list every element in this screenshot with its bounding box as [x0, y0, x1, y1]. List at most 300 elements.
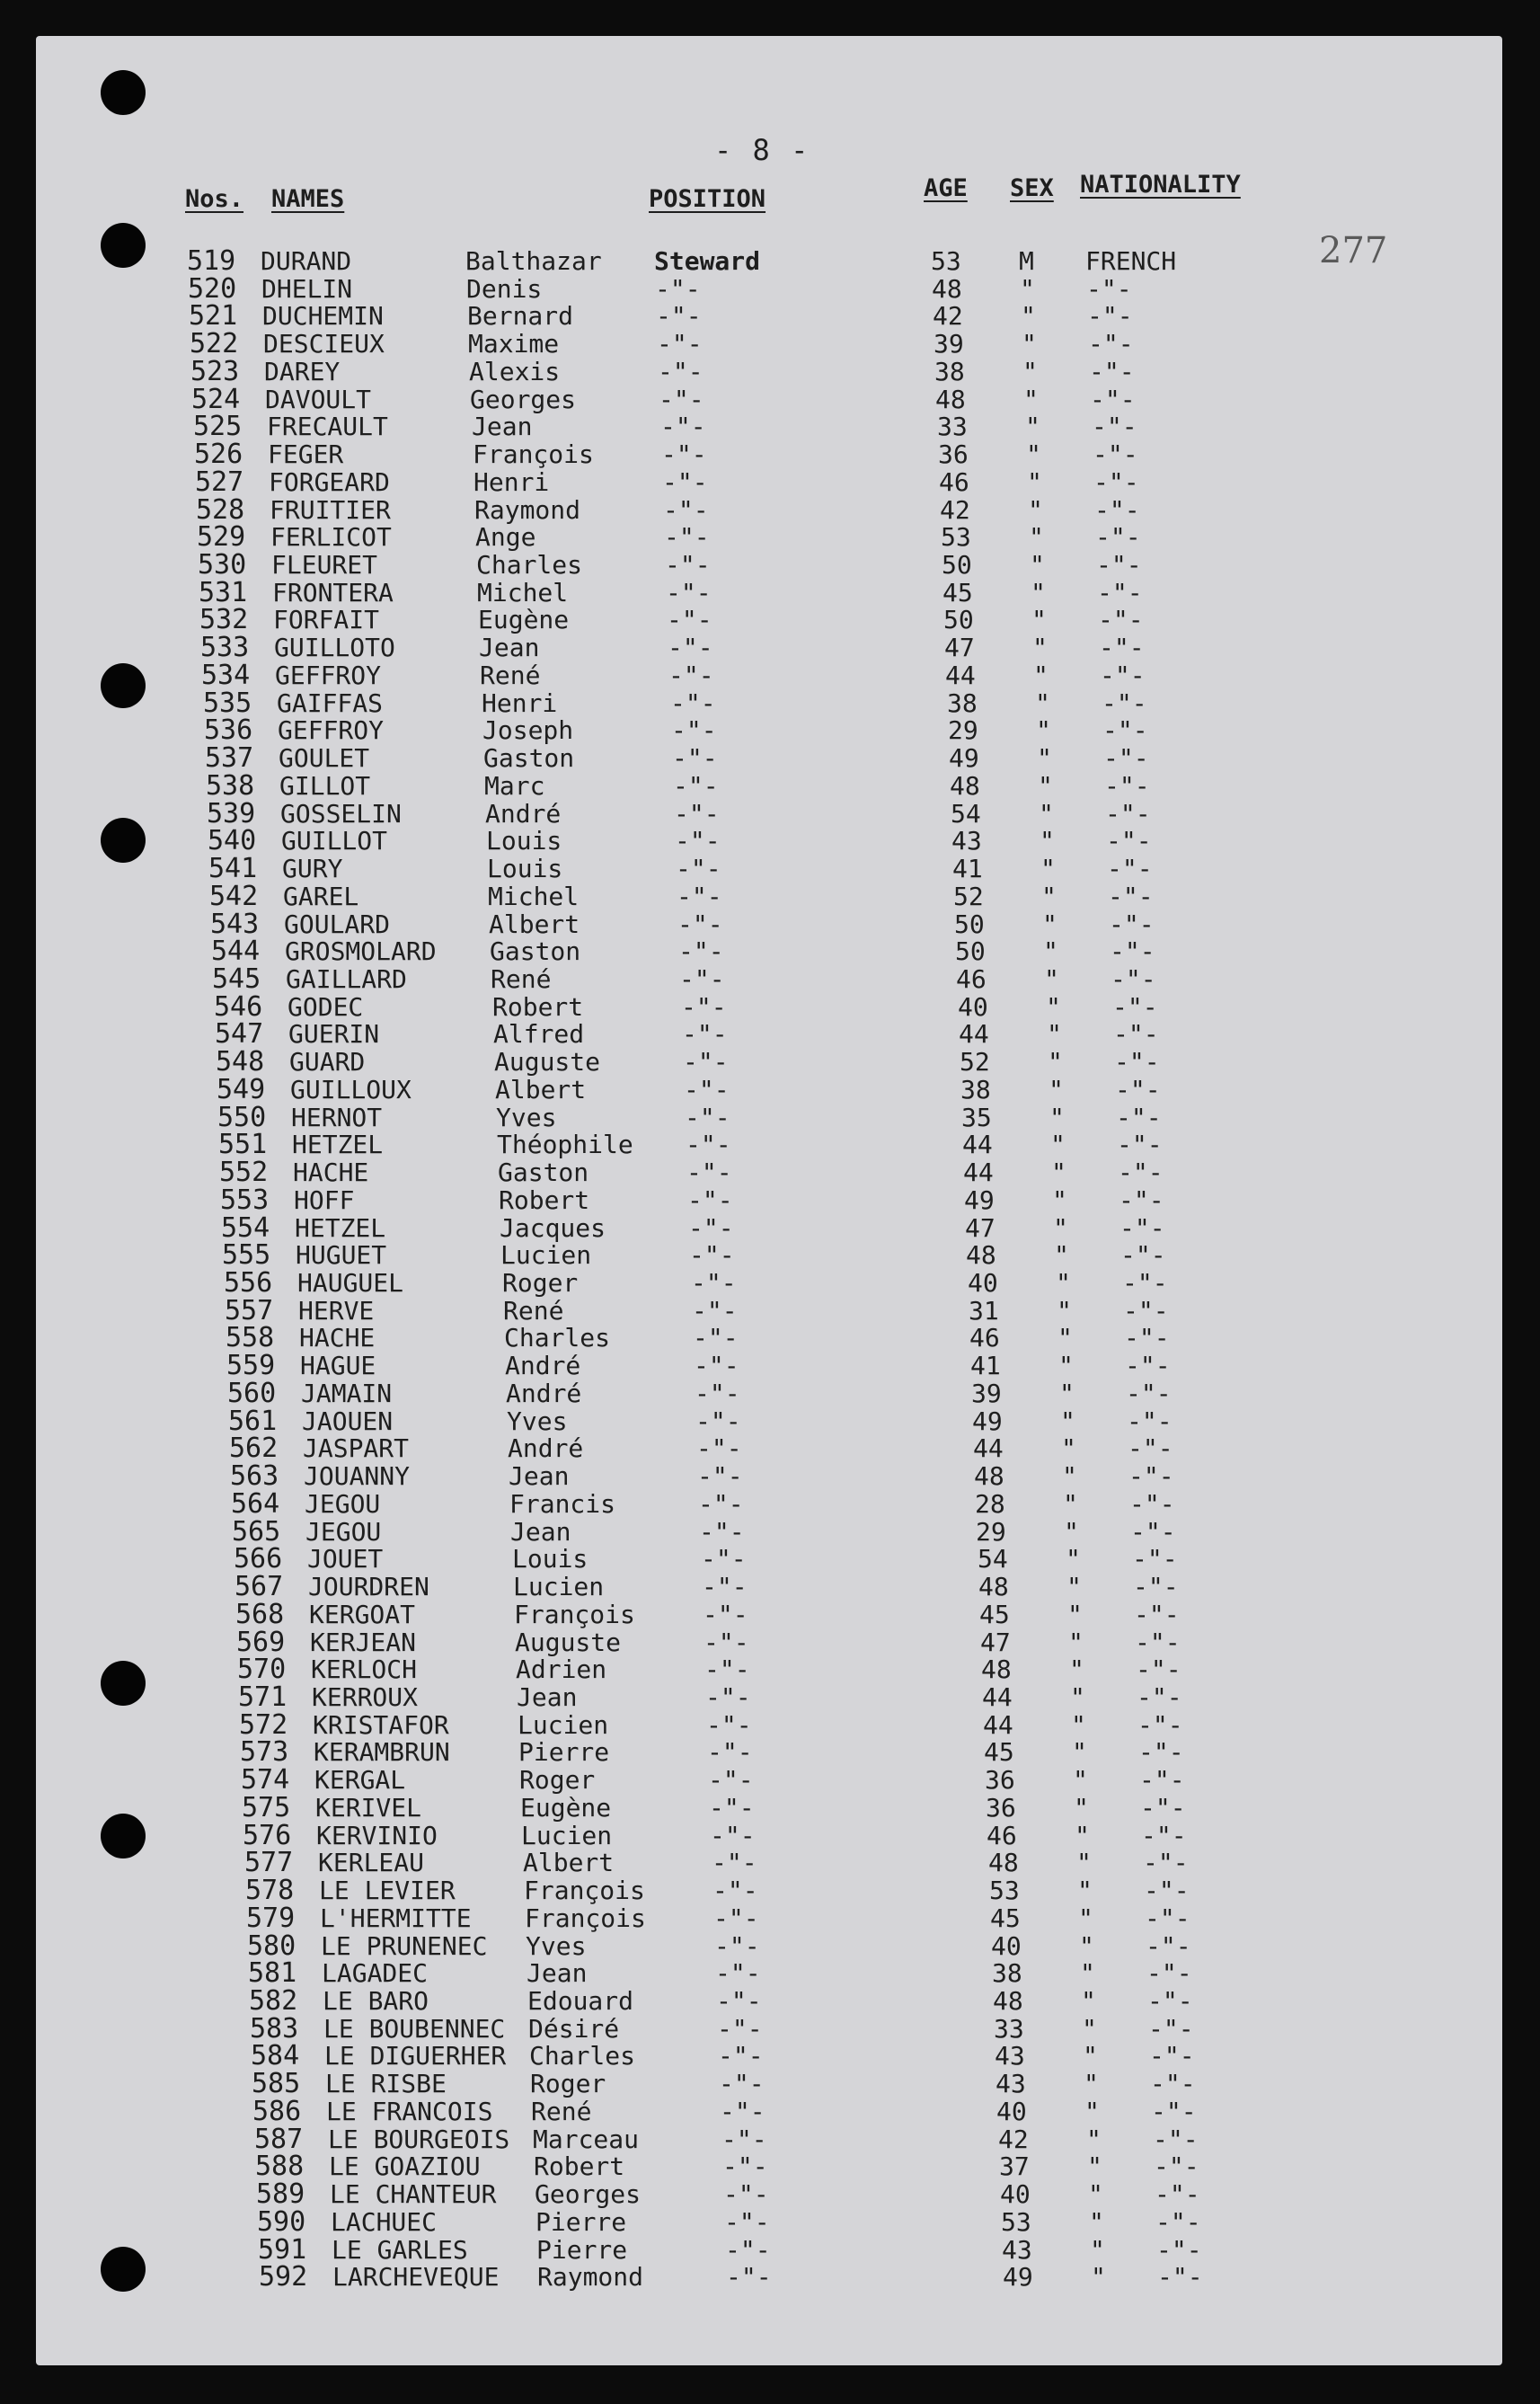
given-name: Denis: [466, 274, 543, 304]
row-number: 521: [189, 300, 238, 332]
sex: ": [1036, 715, 1051, 745]
given-name: Louis: [512, 1544, 589, 1574]
punch-hole: [101, 223, 146, 268]
age: 53: [1001, 2207, 1031, 2237]
surname: GUILLOTO: [274, 633, 395, 662]
surname: LE BOURGEOIS: [328, 2125, 510, 2154]
surname: FORGEARD: [269, 467, 390, 497]
surname: KERROUX: [312, 1682, 419, 1712]
position: -"-: [723, 2179, 769, 2209]
given-name: Francis: [509, 1489, 616, 1519]
sex: ": [1047, 1019, 1062, 1049]
given-name: Albert: [495, 1075, 587, 1104]
row-number: 562: [229, 1433, 279, 1464]
sex: ": [1071, 1710, 1086, 1740]
position: Steward: [654, 246, 761, 276]
surname: HETZEL: [295, 1213, 386, 1243]
nationality: -"-: [1146, 1931, 1191, 1961]
given-name: Robert: [534, 2151, 625, 2181]
age: 48: [935, 385, 966, 414]
surname: LE BOUBENNEC: [323, 2014, 506, 2044]
age: 49: [949, 743, 979, 773]
row-number: 531: [199, 577, 248, 608]
sex: ": [1044, 964, 1059, 994]
age: 48: [988, 1848, 1019, 1877]
age: 45: [979, 1600, 1010, 1629]
nationality: -"-: [1155, 2179, 1200, 2209]
position: -"-: [679, 964, 725, 994]
sex: ": [1080, 1958, 1095, 1988]
row-number: 578: [245, 1875, 295, 1906]
surname: LAGADEC: [322, 1958, 429, 1988]
sex: ": [1040, 854, 1056, 883]
row-number: 577: [244, 1847, 294, 1878]
nationality: -"-: [1153, 2125, 1199, 2154]
position: -"-: [681, 992, 727, 1022]
age: 40: [968, 1268, 998, 1298]
given-name: Charles: [476, 550, 583, 580]
surname: HOFF: [294, 1185, 355, 1215]
nationality: -"-: [1088, 329, 1134, 359]
sex: ": [1068, 1628, 1084, 1657]
row-number: 556: [224, 1267, 273, 1299]
row-number: 591: [258, 2234, 307, 2266]
given-name: André: [505, 1351, 581, 1380]
age: 45: [990, 1903, 1021, 1933]
sex: ": [1021, 301, 1036, 331]
sex: ": [1049, 1103, 1065, 1132]
sex: ": [1075, 1821, 1090, 1850]
sex: ": [1031, 578, 1046, 608]
sex: ": [1077, 1876, 1093, 1905]
row-number: 581: [248, 1957, 297, 1989]
row-number: 544: [211, 936, 261, 967]
row-number: 528: [196, 494, 245, 526]
row-number: 576: [243, 1820, 292, 1851]
sex: ": [1086, 2125, 1102, 2154]
surname: GAILLARD: [286, 964, 407, 994]
row-number: 545: [212, 963, 261, 995]
given-name: Pierre: [536, 2235, 628, 2265]
age: 48: [932, 274, 962, 304]
nationality: -"-: [1087, 301, 1133, 331]
row-number: 569: [236, 1627, 286, 1658]
row-number: 547: [215, 1018, 264, 1050]
surname: KERIVEL: [315, 1793, 422, 1823]
nationality: -"-: [1113, 1019, 1159, 1049]
surname: HACHE: [299, 1323, 376, 1353]
given-name: André: [508, 1433, 584, 1463]
age: 47: [965, 1213, 996, 1243]
age: 53: [941, 522, 971, 552]
given-name: Adrien: [516, 1654, 607, 1684]
age: 48: [993, 1986, 1023, 2016]
document-reference-number: 277: [1319, 230, 1388, 271]
age: 35: [961, 1103, 992, 1132]
surname: HERNOT: [291, 1103, 383, 1132]
age: 48: [974, 1461, 1005, 1491]
surname: HETZEL: [292, 1130, 384, 1159]
nationality: -"-: [1127, 1406, 1173, 1436]
position: -"-: [684, 1075, 730, 1104]
given-name: Joseph: [482, 715, 574, 745]
sex: ": [1083, 2041, 1098, 2071]
given-name: Balthazar: [465, 246, 602, 276]
sex: ": [1046, 992, 1061, 1022]
age: 42: [940, 495, 970, 525]
surname: LE GOAZIOU: [329, 2151, 481, 2181]
age: 38: [960, 1075, 991, 1104]
given-name: Henri: [474, 467, 550, 497]
given-name: Yves: [526, 1931, 587, 1961]
position: -"-: [718, 2041, 764, 2071]
given-name: Jean: [517, 1682, 578, 1712]
row-number: 540: [208, 825, 257, 856]
nationality: -"-: [1119, 1185, 1164, 1215]
position: -"-: [707, 1737, 753, 1767]
surname: LE BARO: [323, 1986, 429, 2016]
row-number: 548: [216, 1046, 265, 1078]
given-name: Charles: [529, 2041, 636, 2071]
nationality: -"-: [1103, 743, 1149, 773]
row-number: 546: [214, 991, 263, 1023]
surname: KERGAL: [314, 1765, 406, 1795]
nationality: -"-: [1128, 1433, 1173, 1463]
row-number: 538: [206, 770, 255, 802]
position: -"-: [704, 1628, 749, 1657]
given-name: René: [480, 661, 541, 690]
sex: ": [1090, 2235, 1105, 2265]
nationality: -"-: [1104, 771, 1150, 801]
age: 53: [931, 246, 961, 276]
header-age: AGE: [924, 174, 968, 202]
age: 39: [934, 329, 964, 359]
position: -"-: [714, 1931, 760, 1961]
surname: JOURDREN: [308, 1572, 429, 1601]
sex: ": [1049, 1075, 1064, 1104]
row-number: 552: [219, 1157, 269, 1188]
age: 49: [964, 1185, 995, 1215]
age: 43: [1002, 2235, 1032, 2265]
row-number: 579: [246, 1903, 296, 1934]
given-name: Michel: [488, 882, 580, 911]
nationality: -"-: [1151, 2097, 1197, 2126]
position: -"-: [663, 495, 709, 525]
row-number: 525: [193, 411, 243, 442]
sex: ": [1030, 550, 1045, 580]
given-name: Théophile: [497, 1130, 633, 1159]
sex: ": [1054, 1240, 1069, 1270]
position: -"-: [676, 854, 721, 883]
nationality: -"-: [1147, 1986, 1193, 2016]
surname: JEGOU: [305, 1489, 381, 1519]
nationality: -"-: [1122, 1268, 1168, 1298]
sex: ": [1026, 439, 1041, 469]
nationality: -"-: [1100, 661, 1146, 690]
row-number: 537: [205, 742, 254, 774]
sex: ": [1035, 688, 1050, 718]
age: 45: [943, 578, 973, 608]
given-name: Lucien: [521, 1821, 613, 1850]
given-name: René: [531, 2097, 592, 2126]
row-number: 570: [237, 1654, 287, 1685]
sex: ": [1064, 1517, 1079, 1547]
given-name: François: [524, 1876, 645, 1905]
given-name: René: [491, 964, 552, 994]
surname: GUARD: [289, 1047, 366, 1077]
row-number: 526: [194, 439, 243, 470]
position: -"-: [670, 688, 716, 718]
sex: ": [1041, 882, 1057, 911]
surname: FRUITIER: [270, 495, 391, 525]
nationality: -"-: [1156, 2235, 1202, 2265]
given-name: René: [503, 1296, 564, 1326]
row-number: 568: [235, 1599, 285, 1630]
given-name: Raymond: [537, 2262, 644, 2292]
surname: FORFAIT: [273, 605, 380, 634]
position: -"-: [699, 1517, 745, 1547]
surname: JOUET: [307, 1544, 384, 1574]
row-number: 550: [217, 1102, 267, 1133]
age: 50: [942, 550, 972, 580]
position: -"-: [721, 2125, 767, 2154]
given-name: Auguste: [494, 1047, 601, 1077]
surname: JASPART: [303, 1433, 410, 1463]
age: 44: [982, 1682, 1013, 1712]
row-number: 533: [200, 632, 250, 663]
age: 42: [933, 301, 963, 331]
surname: LE GARLES: [332, 2235, 468, 2265]
sex: ": [1063, 1489, 1078, 1519]
age: 48: [950, 771, 980, 801]
punch-hole: [101, 818, 146, 863]
given-name: Roger: [519, 1765, 596, 1795]
given-name: Albert: [523, 1848, 615, 1877]
nationality: -"-: [1139, 1765, 1185, 1795]
row-number: 536: [204, 714, 253, 746]
sex: ": [1051, 1158, 1066, 1187]
row-number: 542: [209, 881, 259, 912]
age: 43: [995, 2041, 1025, 2071]
row-number: 541: [208, 853, 258, 884]
row-number: 523: [190, 356, 240, 387]
surname: LE LEVIER: [319, 1876, 456, 1905]
row-number: 555: [222, 1239, 271, 1271]
position: -"-: [701, 1544, 747, 1574]
sex: ": [1066, 1572, 1082, 1601]
position: -"-: [715, 1958, 761, 1988]
sex: ": [1033, 661, 1049, 690]
surname: JOUANNY: [304, 1461, 411, 1491]
surname: DAREY: [264, 357, 341, 386]
sex: ": [1073, 1765, 1088, 1795]
punch-hole: [101, 70, 146, 115]
surname: DUCHEMIN: [262, 301, 384, 331]
age: 38: [992, 1958, 1022, 1988]
row-number: 519: [187, 245, 236, 277]
surname: LE CHANTEUR: [330, 2179, 497, 2209]
sex: ": [1069, 1654, 1084, 1684]
age: 38: [947, 688, 978, 718]
nationality: -"-: [1114, 1047, 1160, 1077]
given-name: François: [473, 439, 594, 469]
position: -"-: [688, 1213, 734, 1243]
position: -"-: [675, 826, 721, 856]
sex: ": [1082, 2014, 1097, 2044]
row-number: 590: [257, 2206, 306, 2238]
sex: ": [1060, 1406, 1075, 1436]
header-sex: SEX: [1010, 174, 1054, 202]
position: -"-: [705, 1682, 751, 1712]
surname: HAGUE: [300, 1351, 376, 1380]
position: -"-: [695, 1379, 740, 1408]
position: -"-: [660, 412, 706, 441]
given-name: Lucien: [500, 1240, 592, 1270]
row-number: 585: [252, 2068, 301, 2099]
sex: ": [1078, 1903, 1093, 1933]
row-number: 563: [230, 1460, 279, 1492]
nationality: -"-: [1141, 1821, 1187, 1850]
given-name: Michel: [477, 578, 569, 608]
sex: ": [1048, 1047, 1063, 1077]
nationality: FRENCH: [1085, 246, 1177, 276]
nationality: -"-: [1130, 1517, 1176, 1547]
given-name: Jean: [472, 412, 533, 441]
nationality: -"-: [1129, 1489, 1175, 1519]
sex: ": [1040, 826, 1055, 856]
given-name: Alfred: [493, 1019, 585, 1049]
sex: ": [1079, 1931, 1094, 1961]
row-number: 561: [228, 1406, 278, 1437]
nationality: -"-: [1120, 1213, 1165, 1243]
position: -"-: [677, 882, 722, 911]
sex: ": [1057, 1296, 1072, 1326]
age: 41: [952, 854, 983, 883]
row-number: 592: [259, 2261, 308, 2293]
age: 54: [978, 1544, 1008, 1574]
given-name: Raymond: [474, 495, 581, 525]
given-name: Marceau: [533, 2125, 640, 2154]
given-name: Jean: [510, 1517, 571, 1547]
surname: KRISTAFOR: [313, 1710, 449, 1740]
age: 33: [994, 2014, 1024, 2044]
punch-hole: [101, 1661, 146, 1706]
position: -"-: [671, 715, 717, 745]
given-name: Maxime: [468, 329, 560, 359]
age: 38: [934, 357, 965, 386]
position: -"-: [697, 1461, 743, 1491]
nationality: -"-: [1155, 2207, 1201, 2237]
given-name: Charles: [504, 1323, 611, 1353]
position: -"-: [696, 1433, 742, 1463]
age: 48: [966, 1240, 996, 1270]
sex: ": [1062, 1461, 1077, 1491]
nationality: -"-: [1133, 1572, 1179, 1601]
nationality: -"-: [1116, 1103, 1162, 1132]
age: 44: [959, 1019, 989, 1049]
position: -"-: [661, 439, 707, 469]
age: 36: [938, 439, 969, 469]
row-number: 574: [241, 1764, 290, 1796]
surname: LARCHEVEQUE: [332, 2262, 500, 2292]
header-position: POSITION: [649, 185, 766, 213]
age: 49: [1003, 2262, 1033, 2292]
sex: ": [1058, 1323, 1073, 1353]
punch-hole: [101, 1814, 146, 1858]
surname: DURAND: [261, 246, 352, 276]
row-number: 583: [250, 2013, 299, 2045]
sex: M: [1019, 246, 1034, 276]
given-name: André: [506, 1379, 582, 1408]
surname: GUERIN: [288, 1019, 380, 1049]
surname: JEGOU: [305, 1517, 382, 1547]
position: -"-: [686, 1158, 732, 1187]
position: -"-: [702, 1572, 748, 1601]
given-name: Yves: [496, 1103, 557, 1132]
given-name: Désiré: [528, 2014, 620, 2044]
age: 40: [996, 2097, 1027, 2126]
sex: ": [1031, 605, 1047, 634]
header-names: NAMES: [271, 185, 345, 213]
row-number: 565: [232, 1516, 281, 1548]
age: 36: [985, 1765, 1015, 1795]
position: -"-: [682, 1019, 728, 1049]
sex: ": [1022, 357, 1038, 386]
given-name: Eugène: [478, 605, 570, 634]
position: -"-: [698, 1489, 744, 1519]
row-number: 566: [234, 1543, 283, 1575]
nationality: -"-: [1089, 357, 1135, 386]
age: 43: [951, 826, 982, 856]
sex: ": [1076, 1848, 1092, 1877]
sex: ": [1052, 1185, 1067, 1215]
surname: GAIFFAS: [277, 688, 384, 718]
nationality: -"-: [1112, 992, 1158, 1022]
nationality: -"-: [1125, 1351, 1171, 1380]
given-name: Lucien: [513, 1572, 605, 1601]
age: 29: [948, 715, 978, 745]
nationality: -"-: [1145, 1903, 1190, 1933]
position: -"-: [666, 578, 712, 608]
position: -"-: [719, 2069, 765, 2098]
nationality: -"-: [1108, 882, 1154, 911]
age: 44: [983, 1710, 1013, 1740]
given-name: Georges: [470, 385, 577, 414]
age: 52: [953, 882, 984, 911]
age: 47: [944, 633, 975, 662]
age: 41: [970, 1351, 1001, 1380]
nationality: -"-: [1110, 936, 1155, 966]
position: -"-: [706, 1710, 752, 1740]
row-number: 559: [226, 1350, 276, 1381]
position: -"-: [693, 1323, 739, 1353]
nationality: -"-: [1120, 1240, 1166, 1270]
sex: ": [1056, 1268, 1071, 1298]
age: 37: [999, 2151, 1030, 2181]
position: -"-: [664, 522, 710, 552]
surname: DESCIEUX: [263, 329, 385, 359]
sex: ": [1025, 412, 1040, 441]
position: -"-: [657, 329, 703, 359]
surname: DHELIN: [261, 274, 353, 304]
header-nationality: NATIONALITY: [1080, 171, 1241, 199]
header-nos: Nos.: [185, 185, 244, 213]
age: 44: [973, 1433, 1004, 1463]
surname: GOULARD: [284, 909, 391, 939]
position: -"-: [710, 1821, 756, 1850]
sex: ": [1023, 385, 1039, 414]
age: 42: [998, 2125, 1029, 2154]
